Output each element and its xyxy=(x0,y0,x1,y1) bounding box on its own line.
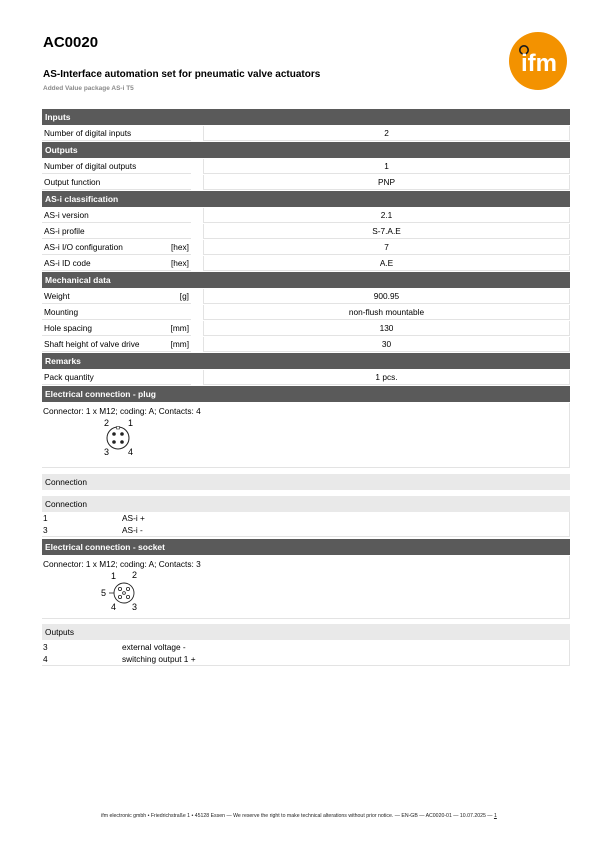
spec-row xyxy=(42,240,570,255)
pin-description: AS-i + xyxy=(122,513,145,523)
spec-value: PNP xyxy=(203,175,570,190)
spec-unit: [mm] xyxy=(169,321,191,336)
product-title: AC0020 xyxy=(43,34,99,51)
section-header-plug: Electrical connection - plug xyxy=(42,386,570,402)
socket-pin-list xyxy=(42,640,570,666)
spec-value: 2 xyxy=(203,126,570,141)
socket-pinout-diagram xyxy=(98,571,144,613)
spec-row xyxy=(42,370,570,385)
socket-pin-label: 2 xyxy=(132,571,138,580)
spec-label: AS-i version xyxy=(42,208,169,223)
socket-pin-label: 4 xyxy=(111,602,117,612)
spec-unit xyxy=(169,305,191,320)
spec-gap xyxy=(191,321,203,336)
section-header-asi: AS-i classification xyxy=(42,191,570,207)
plug-connection-head: Connection xyxy=(42,474,570,490)
pin-row xyxy=(42,641,569,653)
socket-pin-label: 1 xyxy=(111,571,117,581)
pin-number: 4 xyxy=(43,654,48,664)
spec-value: 7 xyxy=(203,240,570,255)
socket-pin-label: 5 xyxy=(101,588,107,598)
page-number: 1 xyxy=(493,813,497,819)
spec-label: Hole spacing xyxy=(42,321,169,336)
spec-value: S-7.A.E xyxy=(203,224,570,239)
socket-connector-box xyxy=(42,556,570,619)
plug-pinout-diagram xyxy=(98,418,138,458)
spec-value: 130 xyxy=(203,321,570,336)
plug-connection-subhead: Connection xyxy=(42,496,570,512)
spec-gap xyxy=(191,256,203,271)
spec-row xyxy=(42,337,570,352)
spec-unit: [hex] xyxy=(169,240,191,255)
section-header-mechanical: Mechanical data xyxy=(42,272,570,288)
spec-value: 2.1 xyxy=(203,208,570,223)
section-header-remarks: Remarks xyxy=(42,353,570,369)
spec-gap xyxy=(191,289,203,304)
socket-outputs-head: Outputs xyxy=(42,624,570,640)
plug-connector-text: Connector: 1 x M12; coding: A; Contacts: 4 xyxy=(43,406,201,416)
spec-label: AS-i ID code xyxy=(42,256,169,271)
spec-unit xyxy=(169,126,191,141)
pin-description: AS-i - xyxy=(122,525,143,535)
pin-number: 1 xyxy=(43,513,48,523)
spec-gap xyxy=(191,370,203,385)
spec-gap xyxy=(191,305,203,320)
pin-number: 3 xyxy=(43,642,48,652)
spec-unit: [g] xyxy=(169,289,191,304)
spec-sections xyxy=(42,109,570,385)
spec-row xyxy=(42,208,570,223)
spec-value: 1 pcs. xyxy=(203,370,570,385)
package-label: Added Value package AS-i T5 xyxy=(43,85,134,92)
spec-label: Number of digital outputs xyxy=(42,159,169,174)
pin-description: external voltage - xyxy=(122,642,186,652)
product-subtitle: AS-Interface automation set for pneumatic valve actuators xyxy=(43,69,321,80)
spec-value: 30 xyxy=(203,337,570,352)
pin-row xyxy=(42,512,569,524)
spec-label: AS-i I/O configuration xyxy=(42,240,169,255)
spec-gap xyxy=(191,159,203,174)
spec-row xyxy=(42,159,570,174)
spec-gap xyxy=(191,240,203,255)
spec-value: 900.95 xyxy=(203,289,570,304)
spec-unit xyxy=(169,159,191,174)
pin-row xyxy=(42,524,569,536)
plug-pin-label: 2 xyxy=(104,418,110,428)
page-footer xyxy=(0,813,598,819)
spec-gap xyxy=(191,224,203,239)
plug-connector-box xyxy=(42,403,570,468)
datasheet xyxy=(42,109,570,666)
logo-text: ifm xyxy=(521,50,557,77)
spec-value: 1 xyxy=(203,159,570,174)
plug-pin-list xyxy=(42,512,570,537)
spec-row xyxy=(42,175,570,190)
spec-label: Output function xyxy=(42,175,169,190)
plug-pin-label: 1 xyxy=(128,418,134,428)
socket-connector-text: Connector: 1 x M12; coding: A; Contacts: 3 xyxy=(43,559,201,569)
section-header-socket: Electrical connection - socket xyxy=(42,539,570,555)
spec-row xyxy=(42,321,570,336)
spec-label: Weight xyxy=(42,289,169,304)
spec-row xyxy=(42,289,570,304)
spec-unit: [hex] xyxy=(169,256,191,271)
spec-label: Shaft height of valve drive xyxy=(42,337,169,352)
plug-pin-label: 3 xyxy=(104,447,110,457)
pin-description: switching output 1 + xyxy=(122,654,196,664)
spec-unit xyxy=(169,224,191,239)
section-header-outputs: Outputs xyxy=(42,142,570,158)
spec-unit xyxy=(169,175,191,190)
section-header-inputs: Inputs xyxy=(42,109,570,125)
ifm-logo xyxy=(509,32,567,90)
plug-pin-label: 4 xyxy=(128,447,134,457)
pin-row xyxy=(42,653,569,665)
socket-pin-label: 3 xyxy=(132,602,138,612)
spec-gap xyxy=(191,208,203,223)
spec-unit: [mm] xyxy=(169,337,191,352)
spec-value: A.E xyxy=(203,256,570,271)
spec-unit xyxy=(169,370,191,385)
spec-row xyxy=(42,224,570,239)
spec-unit xyxy=(169,208,191,223)
spec-label: Mounting xyxy=(42,305,169,320)
spec-gap xyxy=(191,175,203,190)
footer-text: ifm electronic gmbh • Friedrichstraße 1 • 45128 Essen — We reserve the right to make technical alterations without prior notice. — EN-GB — AC0020-01 — 10.07.2025 — xyxy=(101,813,493,819)
pin-number: 3 xyxy=(43,525,48,535)
spec-label: Pack quantity xyxy=(42,370,169,385)
spec-row xyxy=(42,256,570,271)
spec-row xyxy=(42,305,570,320)
spec-row xyxy=(42,126,570,141)
spec-label: AS-i profile xyxy=(42,224,169,239)
spec-gap xyxy=(191,337,203,352)
spec-value: non-flush mountable xyxy=(203,305,570,320)
spec-gap xyxy=(191,126,203,141)
spec-label: Number of digital inputs xyxy=(42,126,169,141)
